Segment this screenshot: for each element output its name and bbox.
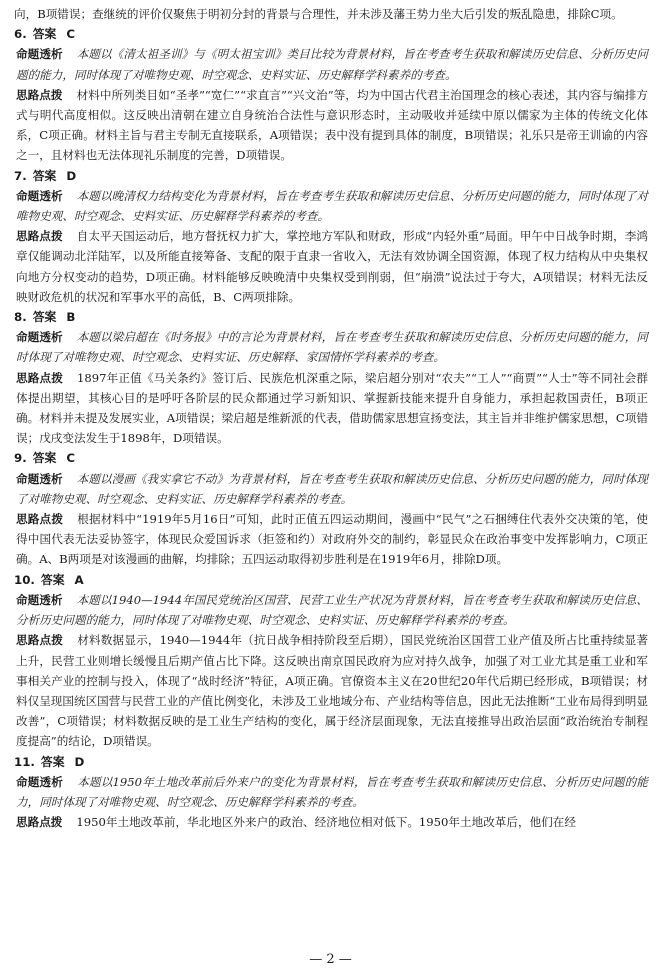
answer-option: B	[66, 310, 76, 325]
analysis-label: 命题透析	[16, 774, 64, 789]
analysis-text: 本题以1940—1944年国民党统治区国营、民营工业生产状况为背景材料，旨在考查考生获取和解读历史信息、分析历史问题的能力，同时体现了对唯物史观、时空观念、史料实证、历史解释学科素养的考查。	[16, 592, 648, 628]
analysis-paragraph	[14, 469, 648, 509]
analysis-text: 本题以《清太祖圣训》与《明太祖宝训》类目比较为背景材料，旨在考查考生获取和解读历史信息、分析历史问题的能力，同时体现了对唯物史观、时空观念、史料实证、历史解释学科素养的考查。	[16, 47, 648, 82]
analysis-paragraph	[14, 327, 648, 367]
question-number: 8.	[14, 310, 27, 325]
question-number: 10.	[14, 572, 35, 587]
hint-text: 1897年正值《马关条约》签订后、民族危机深重之际，梁启超分别对“农夫”“工人”“商贾”“人士”等不同社会群体提出期望，其核心目的是呼吁各阶层的民众都通过学习新知识、掌握新技能来提升自身能力，承担起救国责任，B项正确。材料并未提及发展实业，A项错误；梁启超是维新派的代表，借助儒家思想宣扬变法，其主旨并非维护儒家思想，C项错误；戊戌变法发生于1898年，D项错误。	[16, 370, 648, 446]
question-list	[14, 24, 648, 832]
answer-option: D	[66, 168, 77, 183]
hint-text: 1950年土地改革前，华北地区外来户的政治、经济地位相对低下。1950年土地改革后，他们在经	[76, 815, 576, 830]
hint-label: 思路点拨	[16, 815, 63, 830]
hint-text: 材料数据显示，1940—1944年（抗日战争相持阶段至后期），国民党统治区国营工业产值及所占比重持续显著上升，民营工业则增长缓慢且后期产值占比下降。这反映出南京国民政府为应对持久战争，加强了对工业尤其是重工业和军事相关产业的控制与投入，体现了“战时经济”特征，A项正确。官僚资本主义在20世纪20年代后期已经形成，B项错误；材料仅呈现国统区国营与民营工业的产值比例变化，未涉及工业地域分布、产业结构等信息，因此无法推断“工业布局得到明显改善”，C项错误；材料数据反映的是工业生产结构的变化，属于经济层面现象，无法直接推导出政治层面“政治统治专制程度提高”的结论，D项错误。	[16, 633, 648, 749]
answer-page	[14, 4, 648, 832]
analysis-label: 命题透析	[16, 330, 63, 345]
analysis-text: 本题以晚清权力结构变化为背景材料，旨在考查考生获取和解读历史信息、分析历史问题的能力，同时体现了对唯物史观、时空观念、史料实证、历史解释学科素养的考查。	[16, 188, 648, 224]
hint-label: 思路点拨	[16, 87, 63, 102]
hint-paragraph	[14, 630, 648, 751]
analysis-paragraph	[14, 186, 648, 226]
question-header	[14, 24, 648, 44]
analysis-paragraph	[14, 590, 648, 630]
hint-paragraph	[14, 226, 648, 307]
answer-label: 答案	[32, 451, 57, 466]
hint-label: 思路点拨	[16, 633, 64, 648]
answer-label: 答案	[32, 310, 57, 325]
question-number: 9.	[14, 451, 27, 466]
question-header	[14, 752, 648, 772]
hint-paragraph	[14, 812, 648, 832]
analysis-paragraph	[14, 772, 648, 812]
answer-option: D	[74, 754, 85, 769]
hint-text: 材料中所列类目如“圣孝”“宽仁”“求直言”“兴文治”等，均为中国古代君主治国理念的核心表述，其内容与编排方式与明代高度相似。这反映出清朝在建立自身统治合法性与意识形态时，主动吸收并延续中原以儒家为主体的传统文化体系，C项正确。材料主旨与君主专制无直接联系，A项错误；表中没有提到具体的制度，B项错误；礼乐只是帝王训谕的内容之一，且材料也无法体现礼乐制度的完善，D项错误。	[16, 87, 648, 163]
analysis-label: 命题透析	[16, 188, 63, 203]
hint-text: 自太平天国运动后，地方督抚权力扩大，掌控地方军队和财政，形成“内轻外重”局面。甲午中日战争时期，李鸿章仅能调动北洋陆军，以及所能直接筹备、支配的限于直隶一省收入，无法有效协调全国资源，体现了权力结构从中央集权向地方分权变动的趋势，D项正确。材料能够反映晚清中央集权受到削弱，但“崩溃”说法过于夸大，A项错误；材料无法反映财政危机的状况和军事水平的高低，B、C两项排除。	[16, 229, 648, 304]
question-header	[14, 166, 648, 186]
question-number: 6.	[14, 27, 27, 42]
analysis-paragraph	[14, 44, 648, 84]
analysis-label: 命题透析	[16, 471, 63, 486]
answer-option: A	[74, 572, 84, 587]
analysis-text: 本题以1950年土地改革前后外来户的变化为背景材料，旨在考查考生获取和解读历史信息、分析历史问题的能力，同时体现了对唯物史观、时空观念、历史解释学科素养的考查。	[16, 774, 648, 809]
hint-label: 思路点拨	[16, 370, 63, 385]
answer-option: C	[66, 451, 75, 466]
hint-paragraph	[14, 368, 648, 449]
question-number: 11.	[14, 754, 35, 769]
answer-label: 答案	[32, 168, 57, 183]
page-number: — 2 —	[309, 952, 352, 967]
hint-label: 思路点拨	[16, 512, 64, 527]
answer-label: 答案	[40, 572, 65, 587]
analysis-text: 本题以漫画《我实拿它不动》为背景材料，旨在考查考生获取和解读历史信息、分析历史问题的能力，同时体现了对唯物史观、时空观念、史料实证、历史解释学科素养的考查。	[16, 471, 648, 506]
intro-continuation: 向，B项错误；查继统的评价仅聚焦于明初分封的背景与合理性，并未涉及藩王势力坐大后引发的叛乱隐患，排除C项。	[14, 7, 623, 21]
answer-label: 答案	[32, 27, 57, 42]
question-header	[14, 570, 648, 590]
question-header	[14, 448, 648, 468]
question-header	[14, 307, 648, 327]
answer-option: C	[66, 27, 75, 42]
hint-paragraph	[14, 509, 648, 570]
question-number: 7.	[14, 168, 27, 183]
analysis-text: 本题以梁启超在《时务报》中的言论为背景材料，旨在考查考生获取和解读历史信息、分析历史问题的能力，同时体现了对唯物史观、时空观念、史料实证、历史解释、家国情怀学科素养的考查。	[16, 330, 648, 365]
hint-text: 根据材料中“1919年5月16日”可知，此时正值五四运动期间，漫画中“民气”之石捆缚住代表外交决策的笔，使得中国代表无法妥协签字，体现民众爱国诉求（拒签和约）对政府外交的制约，彰显民众在政治事变中发挥影响力，C项正确。A、B两项是对该漫画的曲解，均排除；五四运动取得初步胜利是在1919年6月，排除D项。	[16, 512, 648, 567]
hint-label: 思路点拨	[16, 229, 63, 244]
hint-paragraph	[14, 85, 648, 166]
answer-label: 答案	[40, 754, 65, 769]
analysis-label: 命题透析	[16, 592, 63, 607]
analysis-label: 命题透析	[16, 47, 63, 62]
